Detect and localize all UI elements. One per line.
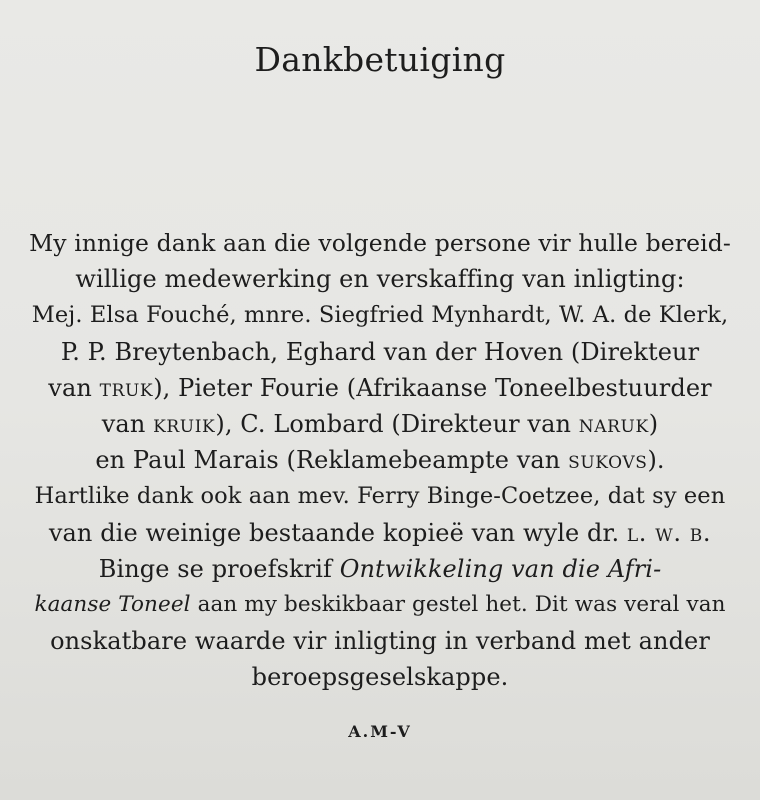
text-segment: ), C. Lombard (Direkteur van [215,410,579,439]
small-caps-text: truk [99,373,154,402]
small-caps-text: kruik [153,410,216,439]
text-segment: Binge se proefskrif [98,554,340,583]
text-line [28,659,732,695]
text-segment: en Paul Marais (Reklamebeampte van [95,446,569,475]
text-segment: ). [647,446,665,475]
text-segment: van die weinige bestaande kopieë van wyle dr. [48,518,627,547]
text-segment: Hartlike dank ook aan mev. Ferry Binge-Coetzee, dat sy een [34,483,726,510]
text-line [28,442,732,478]
text-segment: van [48,373,100,402]
text-segment: beroepsgeselskappe. [251,663,509,692]
text-segment: P. P. Breytenbach, Eghard van der Hoven (Direkteur [60,337,700,366]
text-line [28,297,732,333]
text-line [28,551,732,587]
text-segment: Mej. Elsa Fouché, mnre. Siegfried Mynhardt, W. A. de Klerk, [31,302,729,329]
text-segment: willige medewerking en verskaffing van inligting: [75,265,685,294]
small-caps-text: l. w. b. [626,518,712,547]
italic-text: Ontwikkeling van die Afri- [339,554,662,583]
small-caps-text: sukovs [568,446,648,475]
text-segment: aan my beskikbaar gestel het. Dit was veral van [190,592,726,618]
text-line [28,334,732,370]
small-caps-text: naruk [578,410,649,439]
text-line [28,370,732,406]
text-segment: ) [648,410,659,439]
text-line [28,225,732,261]
text-segment: onskatbare waarde vir inligting in verband met ander [50,627,710,656]
italic-text: kaanse Toneel [34,592,191,618]
page-title: Dankbetuiging [254,40,506,79]
text-segment: My innige dank aan die volgende persone vir hulle bereid- [29,229,731,257]
acknowledgement-text [28,225,732,696]
text-segment: ), Pieter Fourie (Afrikaanse Toneelbestuurder [153,373,712,402]
text-line [28,587,732,623]
text-line [28,406,732,442]
text-line [28,261,732,297]
text-line [28,515,732,551]
text-line [28,478,732,514]
text-segment: van [101,410,154,439]
author-initials: A.M-V [348,722,412,741]
text-line [28,623,732,659]
